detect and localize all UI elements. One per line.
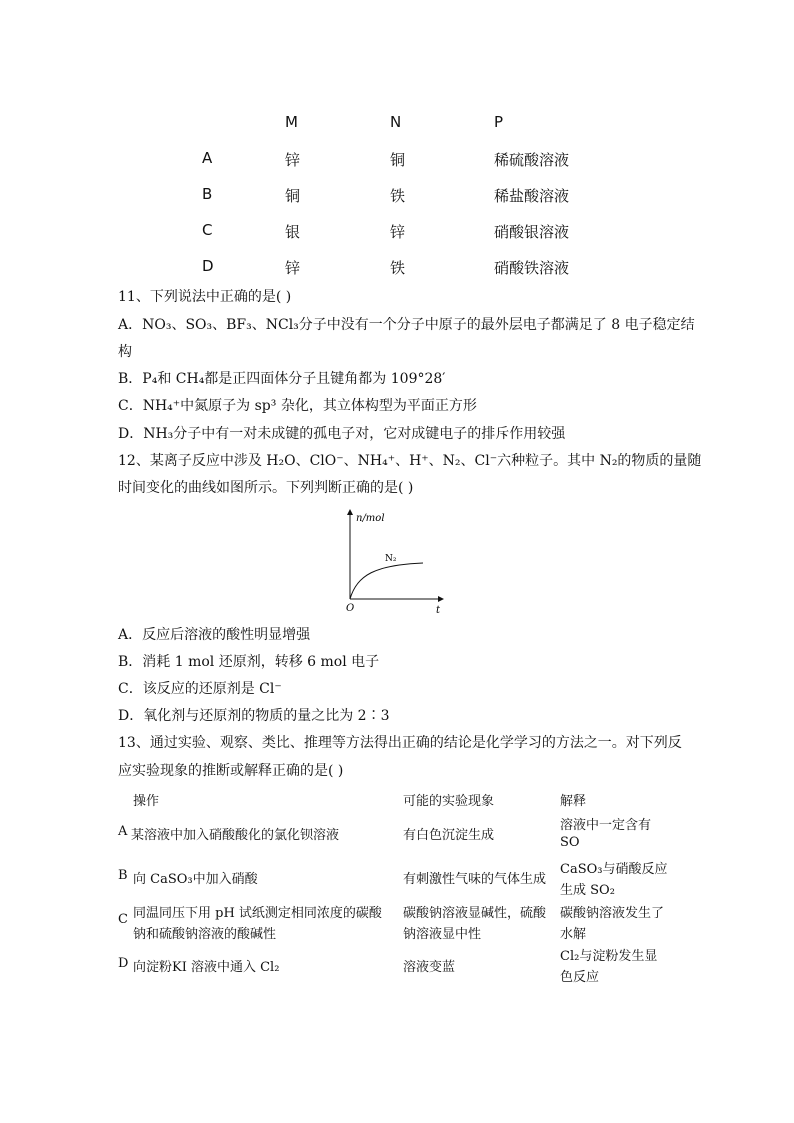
row-label: D [202, 257, 214, 275]
cell-operation: 向 CaSO₃中加入硝酸 [133, 872, 258, 887]
origin-label: O [346, 603, 355, 614]
row-label: D [118, 956, 129, 971]
cell-n: 铁 [390, 259, 406, 277]
cell-p: 稀硫酸溶液 [494, 151, 570, 169]
cell-phenomenon: 溶液变蓝 [403, 960, 456, 975]
row-label: B [118, 868, 128, 883]
row-label: A [118, 824, 128, 839]
cell-m: 锌 [285, 259, 301, 277]
question-stem: 13、通过实验、观察、类比、推理等方法得出正确的结论是化学学习的方法之一。对下列反 [118, 735, 682, 751]
cell-n: 锌 [390, 223, 406, 241]
cell-p: 硝酸铁溶液 [494, 259, 570, 277]
cell-operation: 向淀粉KI 溶液中通入 Cl₂ [133, 960, 280, 975]
option-b: B．P₄和 CH₄都是正四面体分子且键角都为 109°28′ [118, 371, 446, 387]
cell-explanation: 溶液中一定含有 [560, 818, 652, 833]
cell-explanation-cont: SO [560, 835, 580, 850]
option-a: A．反应后溶液的酸性明显增强 [118, 627, 311, 643]
curve-label: N₂ [385, 554, 397, 564]
header-p: P [494, 113, 504, 131]
cell-phenomenon: 有刺激性气味的气体生成 [403, 872, 547, 887]
cell-p: 稀盐酸溶液 [494, 187, 570, 205]
option-c: C．该反应的还原剂是 Cl⁻ [118, 681, 282, 697]
row-label: A [202, 149, 213, 167]
cell-explanation-cont: 生成 SO₂ [560, 883, 615, 898]
cell-phenomenon: 碳酸钠溶液显碱性，硫酸 [403, 906, 547, 921]
cell-m: 铜 [285, 187, 301, 205]
row-label: C [202, 221, 213, 239]
option-a: A．NO₃、SO₃、BF₃、NCl₃分子中没有一个分子中原子的最外层电子都满足了 8 电子稳定结 [118, 317, 695, 333]
cell-explanation: CaSO₃与硝酸反应 [560, 862, 668, 877]
cell-n: 铁 [390, 187, 406, 205]
option-a-cont: 构 [118, 344, 132, 360]
cell-operation: 某溶液中加入硝酸酸化的氯化钡溶液 [131, 828, 340, 843]
question-stem-cont: 应实验现象的推断或解释正确的是( ) [118, 763, 344, 779]
header-n: N [390, 113, 402, 131]
cell-explanation-cont: 水解 [560, 927, 587, 942]
cell-n: 铜 [390, 151, 406, 169]
cell-explanation: 碳酸钠溶液发生了 [560, 906, 665, 921]
cell-explanation: Cl₂与淀粉发生显 [560, 949, 658, 964]
cell-phenomenon-cont: 钠溶液显中性 [403, 927, 482, 942]
header-explanation: 解释 [560, 794, 587, 809]
cell-operation-cont: 钠和硫酸钠溶液的酸碱性 [133, 927, 277, 942]
option-b: B．消耗 1 mol 还原剂，转移 6 mol 电子 [118, 654, 380, 670]
cell-m: 银 [285, 223, 301, 241]
header-operation: 操作 [133, 794, 160, 809]
question-stem: 12、某离子反应中涉及 H₂O、ClO⁻、NH₄⁺、H⁺、N₂、Cl⁻六种粒子。其中 N₂的物质的量随 [118, 453, 702, 469]
option-d: D．NH₃分子中有一对未成键的孤电子对，它对成键电子的排斥作用较强 [118, 426, 566, 442]
y-axis-label: n/mol [356, 513, 385, 524]
cell-phenomenon: 有白色沉淀生成 [403, 828, 495, 843]
question-stem: 11、下列说法中正确的是( ) [118, 289, 292, 305]
header-phenomenon: 可能的实验现象 [403, 794, 495, 809]
cell-m: 锌 [285, 151, 301, 169]
n2-time-graph [335, 505, 455, 620]
x-axis-label: t [436, 605, 441, 616]
row-label: C [118, 912, 128, 927]
option-d: D．氧化剂与还原剂的物质的量之比为 2∶3 [118, 708, 390, 724]
row-label: B [202, 185, 213, 203]
cell-operation: 同温同压下用 pH 试纸测定相同浓度的碳酸 [133, 906, 382, 921]
cell-p: 硝酸银溶液 [494, 223, 570, 241]
header-m: M [285, 113, 298, 131]
option-c: C．NH₄⁺中氮原子为 sp³ 杂化，其立体构型为平面正方形 [118, 398, 477, 414]
question-stem-cont: 时间变化的曲线如图所示。下列判断正确的是( ) [118, 480, 414, 496]
n2-curve [350, 563, 423, 599]
cell-explanation-cont: 色反应 [560, 970, 600, 985]
